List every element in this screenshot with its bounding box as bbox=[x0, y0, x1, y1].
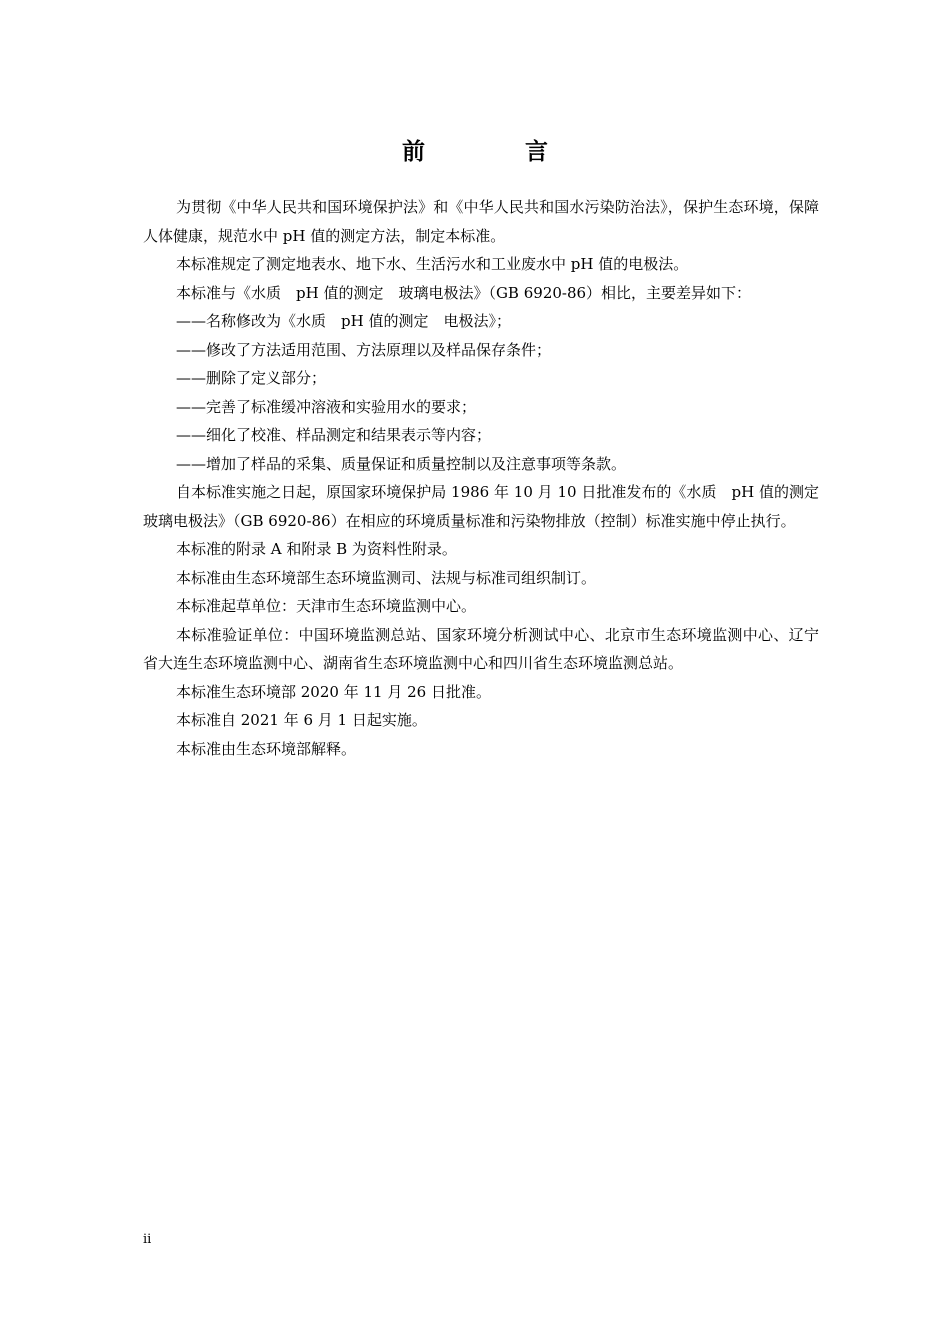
list-item-scope-change: ——修改了方法适用范围、方法原理以及样品保存条件； bbox=[176, 340, 552, 359]
paragraph-interpretation: 本标准由生态环境部解释。 bbox=[176, 739, 357, 758]
list-item-buffer-requirements: ——完善了标准缓冲溶液和实验用水的要求； bbox=[176, 397, 477, 416]
page-title: 前 言 bbox=[401, 138, 594, 165]
list-item-calibration-details: ——细化了校准、样品测定和结果表示等内容； bbox=[176, 426, 492, 444]
paragraph-supersedes: 自本标准实施之日起，原国家环境保护局 1986 年 10 月 10 日批准发布的《水质 pH 值的测定 玻璃电极法》（GB 6920-86）在相应的环境质量标准和污染物排放（控制）标准实施中停止执行。 bbox=[143, 483, 835, 530]
list-item-added-clauses: ——增加了样品的采集、质量保证和质量控制以及注意事项等条款。 bbox=[176, 454, 627, 473]
paragraph-drafting-unit: 本标准起草单位：天津市生态环境监测中心。 bbox=[176, 597, 477, 615]
paragraph-scope: 本标准规定了测定地表水、地下水、生活污水和工业废水中 pH 值的电极法。 bbox=[176, 255, 689, 273]
foreword-body bbox=[143, 193, 835, 763]
paragraph-effective-date: 本标准自 2021 年 6 月 1 日起实施。 bbox=[176, 711, 427, 729]
list-item-name-change: ——名称修改为《水质 pH 值的测定 电极法》； bbox=[176, 312, 511, 330]
paragraph-comparison: 本标准与《水质 pH 值的测定 玻璃电极法》（GB 6920-86）相比，主要差异如下： bbox=[176, 283, 752, 302]
paragraph-approval-date: 本标准生态环境部 2020 年 11 月 26 日批准。 bbox=[176, 682, 491, 701]
paragraph-appendix: 本标准的附录 A 和附录 B 为资料性附录。 bbox=[176, 540, 457, 558]
page-number: ii bbox=[143, 1232, 152, 1247]
paragraph-organizer: 本标准由生态环境部生态环境监测司、法规与标准司组织制订。 bbox=[176, 568, 597, 587]
paragraph-purpose: 为贯彻《中华人民共和国环境保护法》和《中华人民共和国水污染防治法》，保护生态环境，保障人体健康，规范水中 pH 值的测定方法，制定本标准。 bbox=[143, 198, 819, 245]
list-item-definition-removed: ——删除了定义部分； bbox=[176, 369, 327, 387]
paragraph-verification-units: 本标准验证单位：中国环境监测总站、国家环境分析测试中心、北京市生态环境监测中心、辽宁省大连生态环境监测中心、湖南省生态环境监测中心和四川省生态环境监测总站。 bbox=[143, 625, 819, 672]
